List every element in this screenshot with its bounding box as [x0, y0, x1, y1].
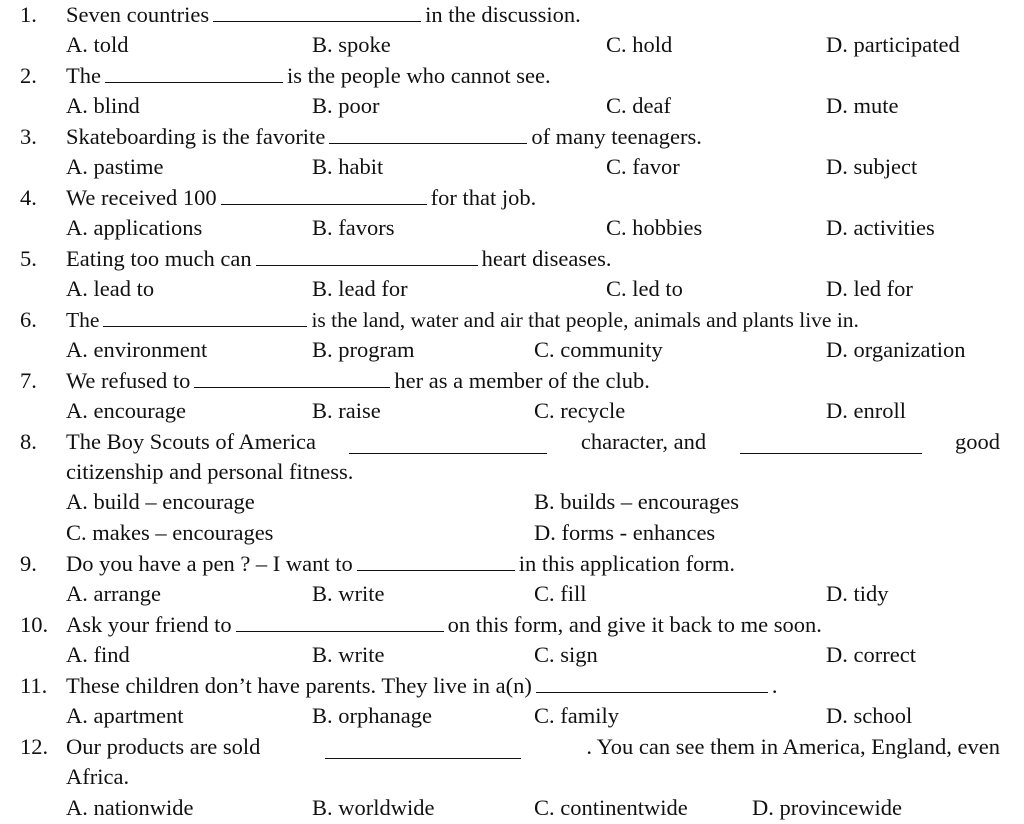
- options-11: [0, 701, 1024, 731]
- option-d[interactable]: D. participated: [826, 32, 960, 57]
- question-number: 5.: [20, 246, 37, 271]
- stem-text: character, and: [580, 429, 707, 454]
- answer-blank-2[interactable]: [740, 437, 922, 454]
- option-a[interactable]: A. nationwide: [66, 795, 194, 820]
- answer-blank[interactable]: [103, 310, 307, 327]
- option-d[interactable]: D. subject: [826, 154, 918, 179]
- question-number: 8.: [20, 429, 37, 454]
- option-c[interactable]: C. favor: [606, 154, 680, 179]
- answer-blank[interactable]: [325, 742, 521, 759]
- question-number: 11.: [20, 673, 48, 698]
- stem-text: her as a member of the club.: [394, 368, 650, 393]
- question-number: 9.: [20, 551, 37, 576]
- stem-text: good: [954, 429, 1000, 454]
- option-d[interactable]: D. provincewide: [752, 795, 902, 820]
- option-a[interactable]: A. encourage: [66, 398, 186, 423]
- option-c[interactable]: C. hobbies: [606, 215, 703, 240]
- options-9: [0, 579, 1024, 609]
- option-a[interactable]: A. applications: [66, 215, 203, 240]
- stem-text: in this application form.: [518, 551, 736, 576]
- stem-text: in the discussion.: [425, 2, 581, 27]
- option-c[interactable]: C. continentwide: [534, 795, 688, 820]
- options-3: [0, 152, 1024, 182]
- option-b[interactable]: B. raise: [312, 398, 381, 423]
- question-stem: [66, 366, 650, 396]
- option-a[interactable]: A. blind: [66, 93, 140, 118]
- question-3: [0, 122, 1024, 152]
- option-a[interactable]: A. lead to: [66, 276, 155, 301]
- option-d[interactable]: D. organization: [826, 337, 966, 362]
- answer-blank[interactable]: [357, 554, 515, 571]
- question-stem: [66, 671, 778, 701]
- option-b[interactable]: B. worldwide: [312, 795, 435, 820]
- option-b[interactable]: B. program: [312, 337, 415, 362]
- option-b[interactable]: B. builds – encourages: [534, 489, 739, 514]
- question-7: [0, 366, 1024, 396]
- question-number: 7.: [20, 368, 37, 393]
- options-6: [0, 335, 1024, 365]
- options-8-row2: [0, 518, 1024, 548]
- stem-text: The Boy Scouts of America: [66, 429, 316, 454]
- option-b[interactable]: B. orphanage: [312, 703, 432, 728]
- answer-blank[interactable]: [105, 66, 283, 83]
- option-a[interactable]: A. pastime: [66, 154, 164, 179]
- option-c[interactable]: C. deaf: [606, 93, 671, 118]
- question-stem: [66, 183, 536, 213]
- stem-text: is the people who cannot see.: [286, 63, 551, 88]
- stem-text: These children don’t have parents. They live in a(n): [66, 673, 532, 698]
- stem-text: of many teenagers.: [531, 124, 702, 149]
- stem-text: for that job.: [430, 185, 537, 210]
- stem-text: is the land, water and air that people, animals and plants live in.: [311, 308, 859, 332]
- answer-blank[interactable]: [536, 676, 768, 693]
- option-d[interactable]: D. enroll: [826, 398, 906, 423]
- option-a[interactable]: A. find: [66, 642, 130, 667]
- question-stem: [66, 61, 551, 91]
- option-a[interactable]: A. told: [66, 32, 129, 57]
- question-number: 2.: [20, 63, 37, 88]
- stem-text: Seven countries: [66, 2, 210, 27]
- question-stem: [66, 122, 702, 152]
- stem-text: Our products are sold: [66, 734, 261, 759]
- option-b[interactable]: B. write: [312, 642, 385, 667]
- option-a[interactable]: A. build – encourage: [66, 489, 255, 514]
- option-b[interactable]: B. habit: [312, 154, 384, 179]
- option-d[interactable]: D. mute: [826, 93, 899, 118]
- question-stem: [66, 305, 859, 335]
- stem-text: Do you have a pen ? – I want to: [66, 551, 353, 576]
- question-6: [0, 305, 1024, 335]
- question-stem: [66, 244, 612, 274]
- question-stem: [66, 732, 1000, 762]
- question-12-line2: [0, 762, 1024, 792]
- option-c[interactable]: C. sign: [534, 642, 598, 667]
- question-stem: [66, 549, 735, 579]
- stem-text: .: [771, 673, 778, 698]
- question-number: 10.: [20, 612, 49, 637]
- answer-blank[interactable]: [213, 5, 421, 22]
- option-c[interactable]: C. led to: [606, 276, 683, 301]
- question-8: [0, 427, 1024, 457]
- option-c[interactable]: C. family: [534, 703, 619, 728]
- option-d[interactable]: D. led for: [826, 276, 913, 301]
- option-d[interactable]: D. school: [826, 703, 913, 728]
- stem-text: Eating too much can: [66, 246, 252, 271]
- question-5: [0, 244, 1024, 274]
- option-b[interactable]: B. write: [312, 581, 385, 606]
- answer-blank[interactable]: [221, 188, 427, 205]
- option-b[interactable]: B. spoke: [312, 32, 391, 57]
- option-a[interactable]: A. arrange: [66, 581, 161, 606]
- options-10: [0, 640, 1024, 670]
- question-9: [0, 549, 1024, 579]
- stem-text: . You can see them in America, England, even: [586, 734, 1000, 759]
- question-4: [0, 183, 1024, 213]
- option-b[interactable]: B. lead for: [312, 276, 408, 301]
- answer-blank[interactable]: [256, 249, 478, 266]
- options-8-row1: [0, 487, 1024, 517]
- stem-text: The: [66, 308, 100, 332]
- option-b[interactable]: B. poor: [312, 93, 380, 118]
- stem-text: on this form, and give it back to me soon.: [447, 612, 822, 637]
- options-12: [0, 793, 1024, 823]
- option-d[interactable]: D. activities: [826, 215, 935, 240]
- option-c[interactable]: C. makes – encourages: [66, 520, 274, 545]
- option-c[interactable]: C. fill: [534, 581, 587, 606]
- option-d[interactable]: D. tidy: [826, 581, 889, 606]
- stem-text: Skateboarding is the favorite: [66, 124, 326, 149]
- option-c[interactable]: C. recycle: [534, 398, 626, 423]
- option-d[interactable]: D. forms - enhances: [534, 520, 716, 545]
- stem-text: The: [66, 63, 101, 88]
- stem-continuation: citizenship and personal fitness.: [66, 459, 354, 484]
- question-number: 12.: [20, 734, 49, 759]
- question-10: [0, 610, 1024, 640]
- question-8-line2: [0, 457, 1024, 487]
- question-number: 6.: [20, 307, 37, 332]
- option-c[interactable]: C. hold: [606, 32, 673, 57]
- answer-blank[interactable]: [236, 615, 444, 632]
- answer-blank[interactable]: [329, 127, 527, 144]
- stem-text: heart diseases.: [481, 246, 612, 271]
- option-d[interactable]: D. correct: [826, 642, 916, 667]
- stem-text: Ask your friend to: [66, 612, 232, 637]
- question-1: [0, 0, 1024, 30]
- option-a[interactable]: A. apartment: [66, 703, 184, 728]
- question-11: [0, 671, 1024, 701]
- question-number: 4.: [20, 185, 37, 210]
- question-number: 1.: [20, 2, 37, 27]
- question-stem: [66, 0, 581, 30]
- question-12: [0, 732, 1024, 762]
- options-7: [0, 396, 1024, 426]
- stem-text: We refused to: [66, 368, 191, 393]
- options-1: [0, 30, 1024, 60]
- options-4: [0, 213, 1024, 243]
- question-stem: [66, 610, 822, 640]
- question-number: 3.: [20, 124, 37, 149]
- option-b[interactable]: B. favors: [312, 215, 395, 240]
- stem-continuation: Africa.: [66, 764, 130, 789]
- stem-text: We received 100: [66, 185, 217, 210]
- question-stem: [66, 427, 1000, 457]
- option-c[interactable]: C. community: [534, 337, 663, 362]
- answer-blank-1[interactable]: [349, 437, 547, 454]
- option-a[interactable]: A. environment: [66, 337, 208, 362]
- answer-blank[interactable]: [194, 371, 390, 388]
- options-2: [0, 91, 1024, 121]
- question-2: [0, 61, 1024, 91]
- options-5: [0, 274, 1024, 304]
